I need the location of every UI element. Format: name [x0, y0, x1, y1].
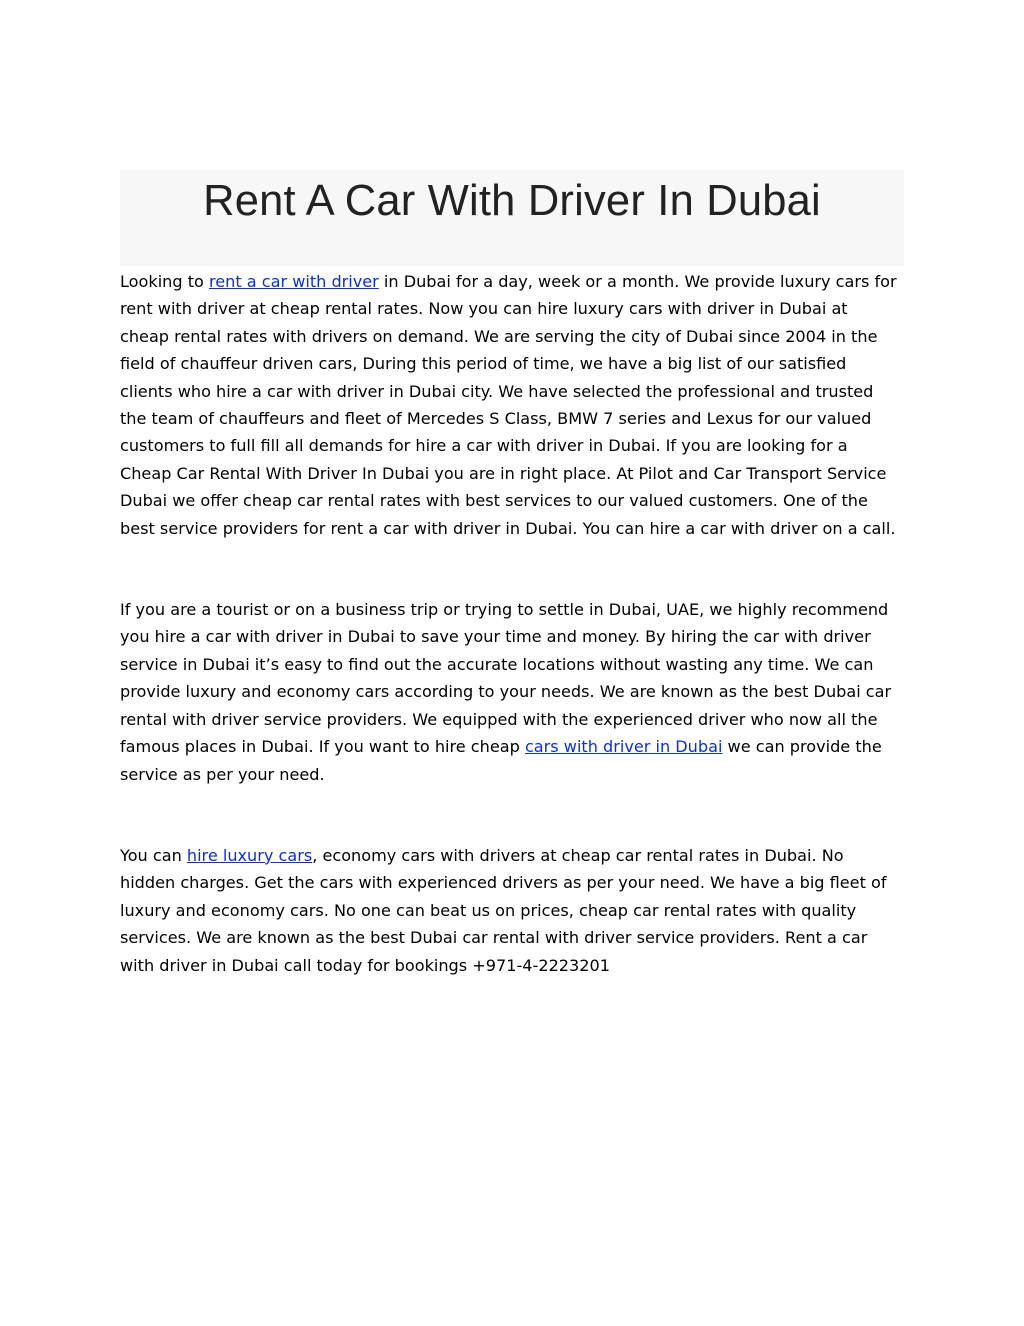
text-span: famous places in Dubai. If you want to hire cheap: [120, 737, 525, 757]
document-page: [120, 170, 904, 979]
text-line: services. We are known as the best Dubai car rental with driver service providers. Rent a car: [120, 928, 868, 948]
text-line: hidden charges. Get the cars with experienced drivers as per your need. We have a big fleet of: [120, 873, 887, 893]
text-line: the team of chauffeurs and fleet of Mercedes S Class, BMW 7 series and Lexus for our valued: [120, 409, 872, 429]
paragraph-luxury: [120, 842, 904, 979]
paragraph-tourist: [120, 596, 904, 788]
page-title: Rent A Car With Driver In Dubai: [203, 177, 821, 225]
text-line: If you are a tourist or on a business trip or trying to settle in Dubai, UAE, we highly recommend: [120, 600, 889, 620]
text-line: customers to full fill all demands for hire a car with driver in Dubai. If you are looking for a: [120, 436, 848, 456]
text-span: we can provide the: [722, 737, 882, 757]
text-line: [120, 733, 904, 760]
link-rent-a-car-with-driver[interactable]: rent a car with driver: [208, 272, 379, 291]
text-line: provide luxury and economy cars according to your needs. We are known as the best Dubai car: [120, 682, 892, 702]
text-line: service in Dubai it’s easy to find out the accurate locations without wasting any time. We can: [120, 654, 874, 674]
text-span: , economy cars with drivers at cheap car rental rates in Dubai. No: [312, 845, 844, 865]
text-line: Cheap Car Rental With Driver In Dubai you are in right place. At Pilot and Car Transport Service: [120, 463, 887, 483]
text-line: luxury and economy cars. No one can beat us on prices, cheap car rental rates with quality: [120, 900, 857, 920]
text-line: clients who hire a car with driver in Dubai city. We have selected the professional and trusted: [120, 381, 874, 401]
text-line: [120, 268, 904, 295]
paragraph-intro: [120, 268, 904, 542]
link-hire-luxury-cars[interactable]: hire luxury cars: [186, 845, 313, 865]
text-line: you hire a car with driver in Dubai to save your time and money. By hiring the car with driver: [120, 627, 871, 647]
text-line: rent with driver at cheap rental rates. Now you can hire luxury cars with driver in Dubai at: [120, 299, 848, 319]
text-line: rental with driver service providers. We equipped with the experienced driver who now all the: [120, 709, 878, 729]
text-line: cheap rental rates with drivers on demand. We are serving the city of Dubai since 2004 in the: [120, 326, 878, 346]
text-span: in Dubai for a day, week or a month. We provide luxury cars for: [378, 272, 897, 291]
text-line: best service providers for rent a car with driver in Dubai. You can hire a car with driver on a call.: [120, 518, 896, 538]
text-line: with driver in Dubai call today for bookings +971-4-2223201: [120, 955, 611, 975]
title-band: [120, 170, 904, 266]
link-cars-with-driver-in-dubai[interactable]: cars with driver in Dubai: [524, 737, 723, 757]
text-line: Dubai we offer cheap car rental rates with best services to our valued customers. One of the: [120, 491, 868, 511]
text-span: You can: [120, 845, 187, 865]
text-line: field of chauffeur driven cars, During this period of time, we have a big list of our satisfied: [120, 354, 847, 374]
text-span: Looking to: [120, 272, 209, 291]
text-line: [120, 842, 904, 869]
text-line: service as per your need.: [120, 764, 325, 784]
